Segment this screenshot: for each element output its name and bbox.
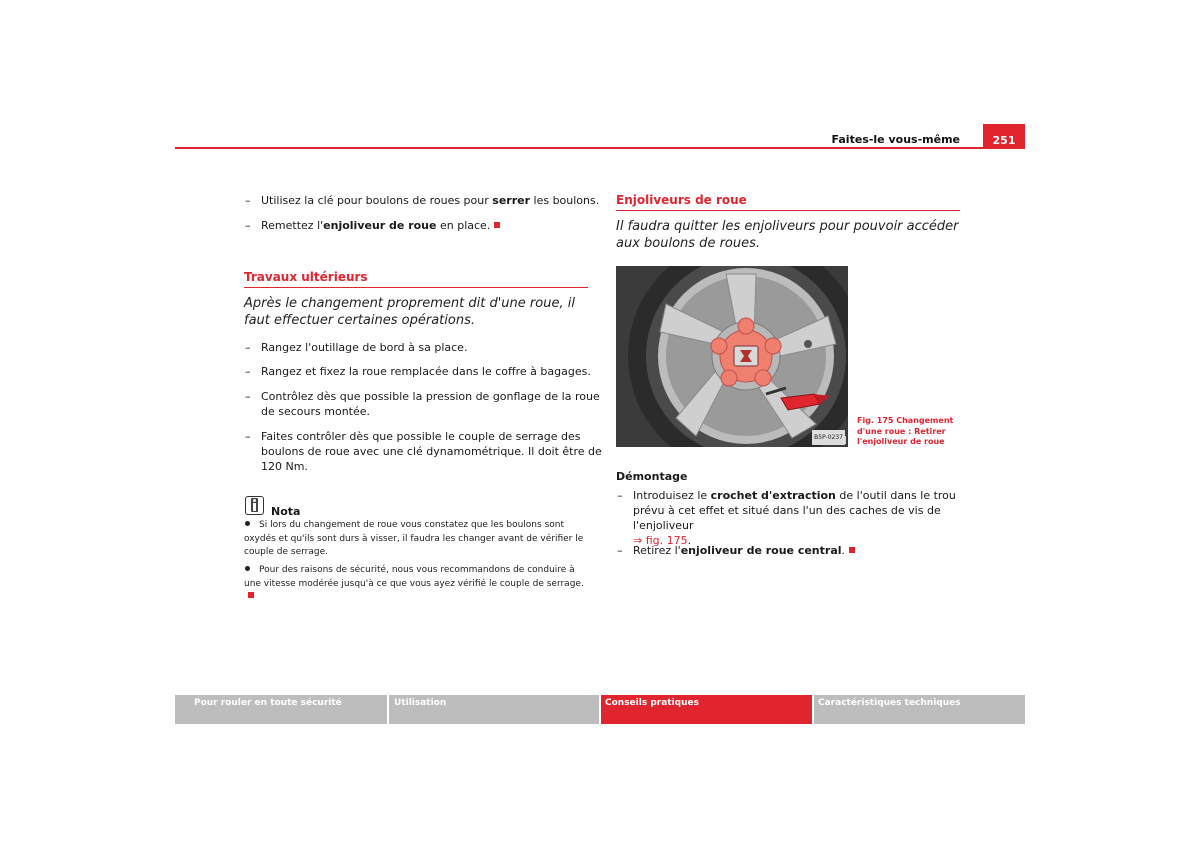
figure-code: B5P-0237 xyxy=(812,430,845,445)
section-intro: Après le changement proprement dit d'une roue, il faut effectuer certaines opérations. xyxy=(244,296,575,328)
footer-tab-practical-tips[interactable]: Conseils pratiques xyxy=(601,695,812,724)
list-item: – Contrôlez dès que possible la pression de gonflage de la roue de secours montée. xyxy=(245,390,600,418)
note-text: Pour des raisons de sécurité, nous vous recommandons de conduire à une vitesse modérée jusqu'à ce que vous ayez vérifié le couple de serrage. xyxy=(244,564,590,605)
wheel-cover-figure xyxy=(616,266,848,447)
list-item: – Rangez l'outillage de bord à sa place. xyxy=(245,341,468,354)
note-text: Si lors du changement de roue vous constatez que les boulons sont oxydés et qu'ils sont durs à visser, il faudra les changer avant de vérifier le couple de serrage. xyxy=(244,520,584,557)
section-title: Enjoliveurs de roue xyxy=(616,193,960,211)
running-header-title: Faites-le vous-même xyxy=(831,133,960,146)
footer-tab-usage[interactable]: Utilisation xyxy=(389,695,599,724)
end-of-section-marker xyxy=(849,547,855,553)
subheading: Démontage xyxy=(616,470,688,483)
wheel-illustration xyxy=(616,266,848,447)
info-icon xyxy=(245,496,264,515)
end-of-section-marker xyxy=(494,222,500,228)
page-number: 251 xyxy=(983,124,1025,149)
header-rule xyxy=(175,147,1025,149)
note-title: Nota xyxy=(271,505,301,518)
list-item: – Introduisez le crochet d'extraction de l'outil dans le trou prévu à cet effet et situé dans l'un des caches de vis de l'enjoliveur ⇒ fig. 175. xyxy=(617,489,956,547)
section-title: Travaux ultérieurs xyxy=(244,270,588,288)
figure-reference-link[interactable]: ⇒ fig. 175 xyxy=(633,534,688,547)
section-intro: Il faudra quitter les enjoliveurs pour pouvoir accéder aux boulons de roues. xyxy=(616,219,959,251)
list-item: – Utilisez la clé pour boulons de roues pour serrer les boulons. xyxy=(245,194,600,207)
list-item: – Faites contrôler dès que possible le couple de serrage des boulons de roue avec une clé dynamométrique. Il doit être de 120 Nm. xyxy=(245,430,602,473)
figure-caption: Fig. 175 Changement d'une roue : Retirer l'enjoliveur de roue xyxy=(857,416,954,446)
end-of-section-marker xyxy=(248,592,254,598)
footer-tab-safety[interactable]: Pour rouler en toute sécurité xyxy=(175,695,387,724)
list-item: – Rangez et fixez la roue remplacée dans le coffre à bagages. xyxy=(245,365,591,378)
footer-tab-technical-specs[interactable]: Caractéristiques techniques xyxy=(814,695,1025,724)
list-item: – Retirez l'enjoliveur de roue central. xyxy=(617,543,978,558)
list-item: – Remettez l'enjoliveur de roue en place. xyxy=(245,218,606,233)
